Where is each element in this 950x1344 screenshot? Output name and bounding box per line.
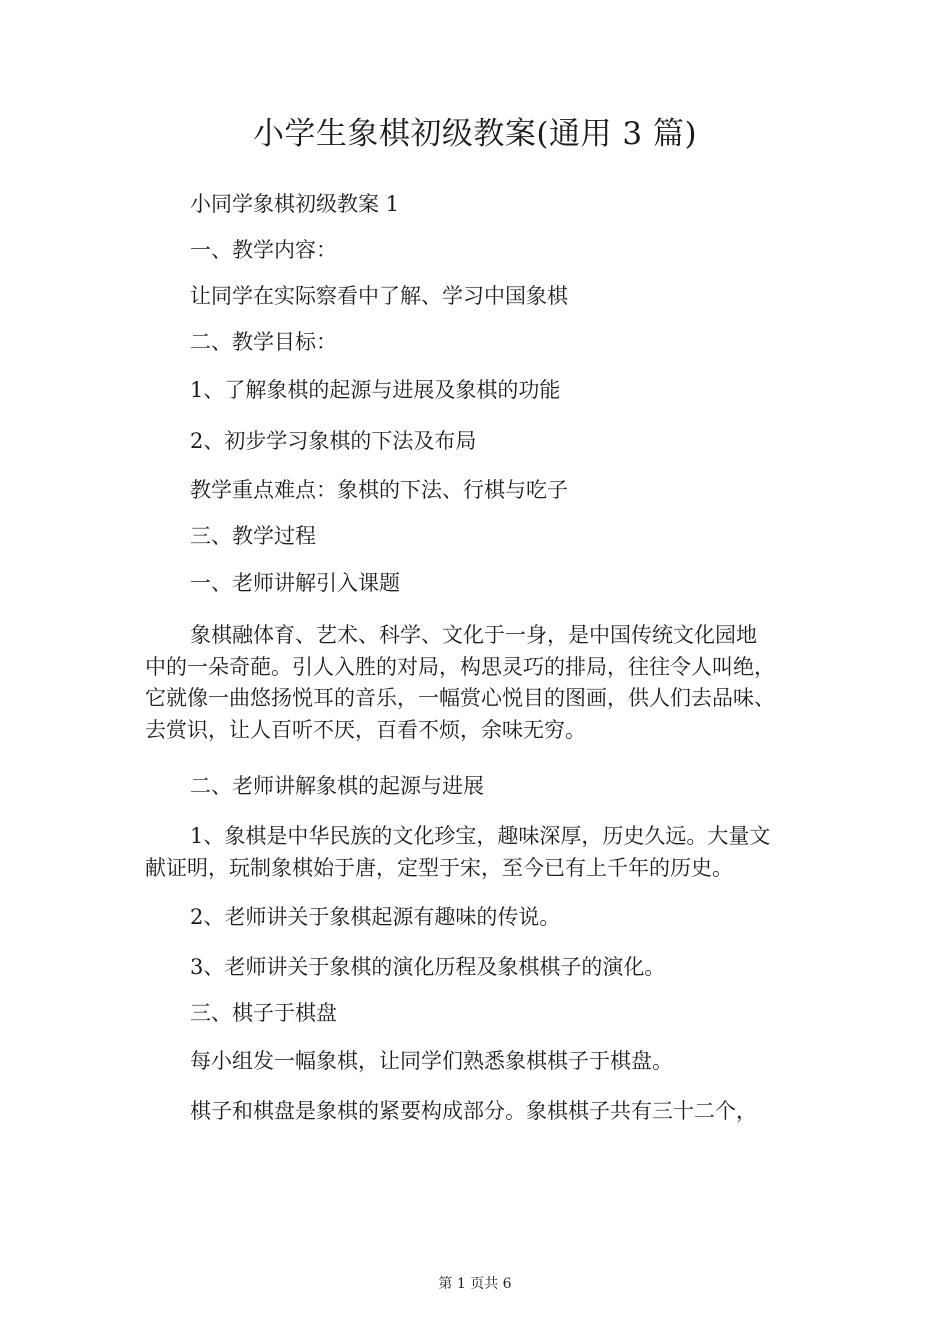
page-footer: 第 1 页共 6 [438,1276,512,1292]
section-heading-teaching-content: 一、教学内容： [190,238,337,262]
subsection-heading-origin: 二、老师讲解象棋的起源与进展 [190,774,484,798]
document-title: 小学生象棋初级教案(通用 3 篇) [252,116,698,152]
lesson-heading: 小同学象棋初级教案 1 [190,192,400,216]
paragraph-line: 它就像一曲悠扬悦耳的音乐，一幅赏心悦目的图画，供人们去品味、 [145,686,775,710]
goal-item-1: 1、了解象棋的起源与进展及象棋的功能 [190,378,561,402]
paragraph-line: 去赏识，让人百听不厌，百看不烦，余味无穷。 [145,717,586,742]
subsection-heading-pieces-board: 三、棋子于棋盘 [190,1001,337,1025]
paragraph-chess-culture [145,620,810,746]
paragraph-line: 象棋融体育、艺术、科学、文化于一身，是中国传统文化园地 [190,623,757,647]
text-line: 每小组发一幅象棋，让同学们熟悉象棋棋子于棋盘。 [190,1049,673,1073]
section-heading-teaching-goals: 二、教学目标： [190,330,337,354]
list-item-legend: 2、老师讲关于象棋起源有趣味的传说。 [190,905,561,929]
paragraph-line: 中的一朵奇葩。引人入胜的对局，构思灵巧的排局，往往令人叫绝， [145,654,775,679]
key-points-line: 教学重点难点：象棋的下法、行棋与吃子 [190,478,568,502]
paragraph-line: 献证明，玩制象棋始于唐，定型于宋，至今已有上千年的历史。 [145,856,733,880]
paragraph-origin [145,820,810,884]
text-line: 棋子和棋盘是象棋的紧要构成部分。象棋棋子共有三十二个， [190,1099,757,1123]
section-heading-teaching-process: 三、教学过程 [190,524,316,548]
text-line: 让同学在实际察看中了解、学习中国象棋 [190,284,568,308]
subsection-heading-intro: 一、老师讲解引入课题 [190,571,400,595]
paragraph-line: 1、象棋是中华民族的文化珍宝，趣味深厚，历史久远。大量文 [190,824,771,848]
goal-item-2: 2、初步学习象棋的下法及布局 [190,429,477,453]
list-item-evolution: 3、老师讲关于象棋的演化历程及象棋棋子的演化。 [190,955,666,979]
